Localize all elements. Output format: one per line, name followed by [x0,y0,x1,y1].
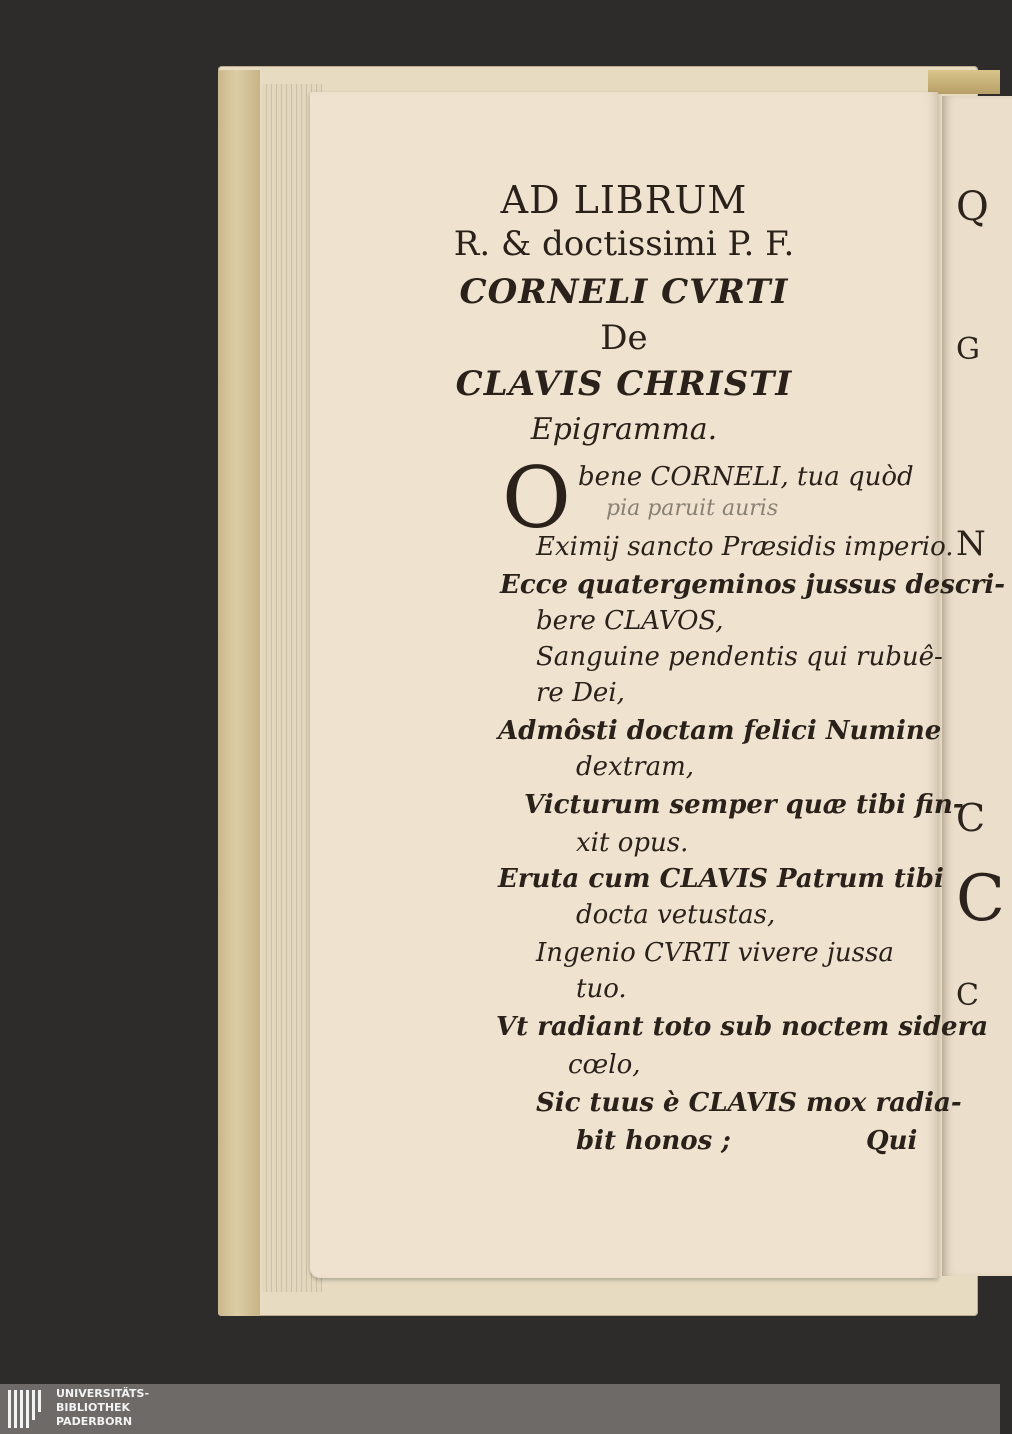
verse-line: Admôsti doctam felici Numine [498,716,942,746]
adjacent-glyph: N [956,524,986,564]
verse-line: Sic tuus è CLAVIS mox radia- [536,1088,962,1118]
adjacent-glyph: C [956,978,979,1013]
verse-line: Eruta cum CLAVIS Patrum tibi [498,864,944,894]
adjacent-glyph: Q [956,184,989,230]
adjacent-glyph: G [956,332,980,367]
page-text [310,92,1006,1278]
library-footer [0,1384,1000,1434]
verse-line: bit honos ; [576,1126,731,1156]
adjacent-glyph: C [956,796,986,840]
subtitle: Epigramma. [530,412,718,447]
title-line: De [600,318,648,358]
verse-line: xit opus. [576,828,689,858]
verse-line: dextram, [576,752,694,782]
drop-cap: O [502,449,571,547]
bookmark-ribbon [928,70,1000,94]
verse-line: tuo. [576,974,627,1004]
verse-line: Vt radiant toto sub noctem sidera [496,1012,989,1042]
verse-line: bene CORNELI, tua quòd [578,462,914,492]
library-logo-text [56,1387,149,1429]
logo-line: PADERBORN [56,1415,133,1428]
verse-line: Ingenio CVRTI vivere jussa [536,938,894,968]
verse-line: bere CLAVOS, [536,606,724,636]
verse-line: docta vetustas, [576,900,776,930]
verse-line: Sanguine pendentis qui rubuê- [536,642,943,672]
logo-line: UNIVERSITÄTS- [56,1387,150,1400]
verse-line: Victurum semper quæ tibi fin- [524,790,964,820]
verse-line: Ecce quatergeminos jussus descri- [500,570,1006,600]
catchword: Qui [866,1126,918,1156]
logo-line: BIBLIOTHEK [56,1401,131,1414]
title-line: CLAVIS CHRISTI [455,364,793,404]
title-line: AD LIBRUM [500,178,748,222]
title-line: CORNELI CVRTI [459,272,789,312]
library-logo-icon [8,1390,48,1428]
verse-line: Eximij sancto Præsidis imperio. [536,532,954,562]
adjacent-glyph: C [956,862,1005,936]
verse-line: pia paruit auris [606,496,779,521]
verse-line: re Dei, [536,678,625,708]
verse-line: cœlo, [568,1050,641,1080]
title-line: R. & doctissimi P. F. [453,224,795,264]
book-spine [218,70,260,1316]
